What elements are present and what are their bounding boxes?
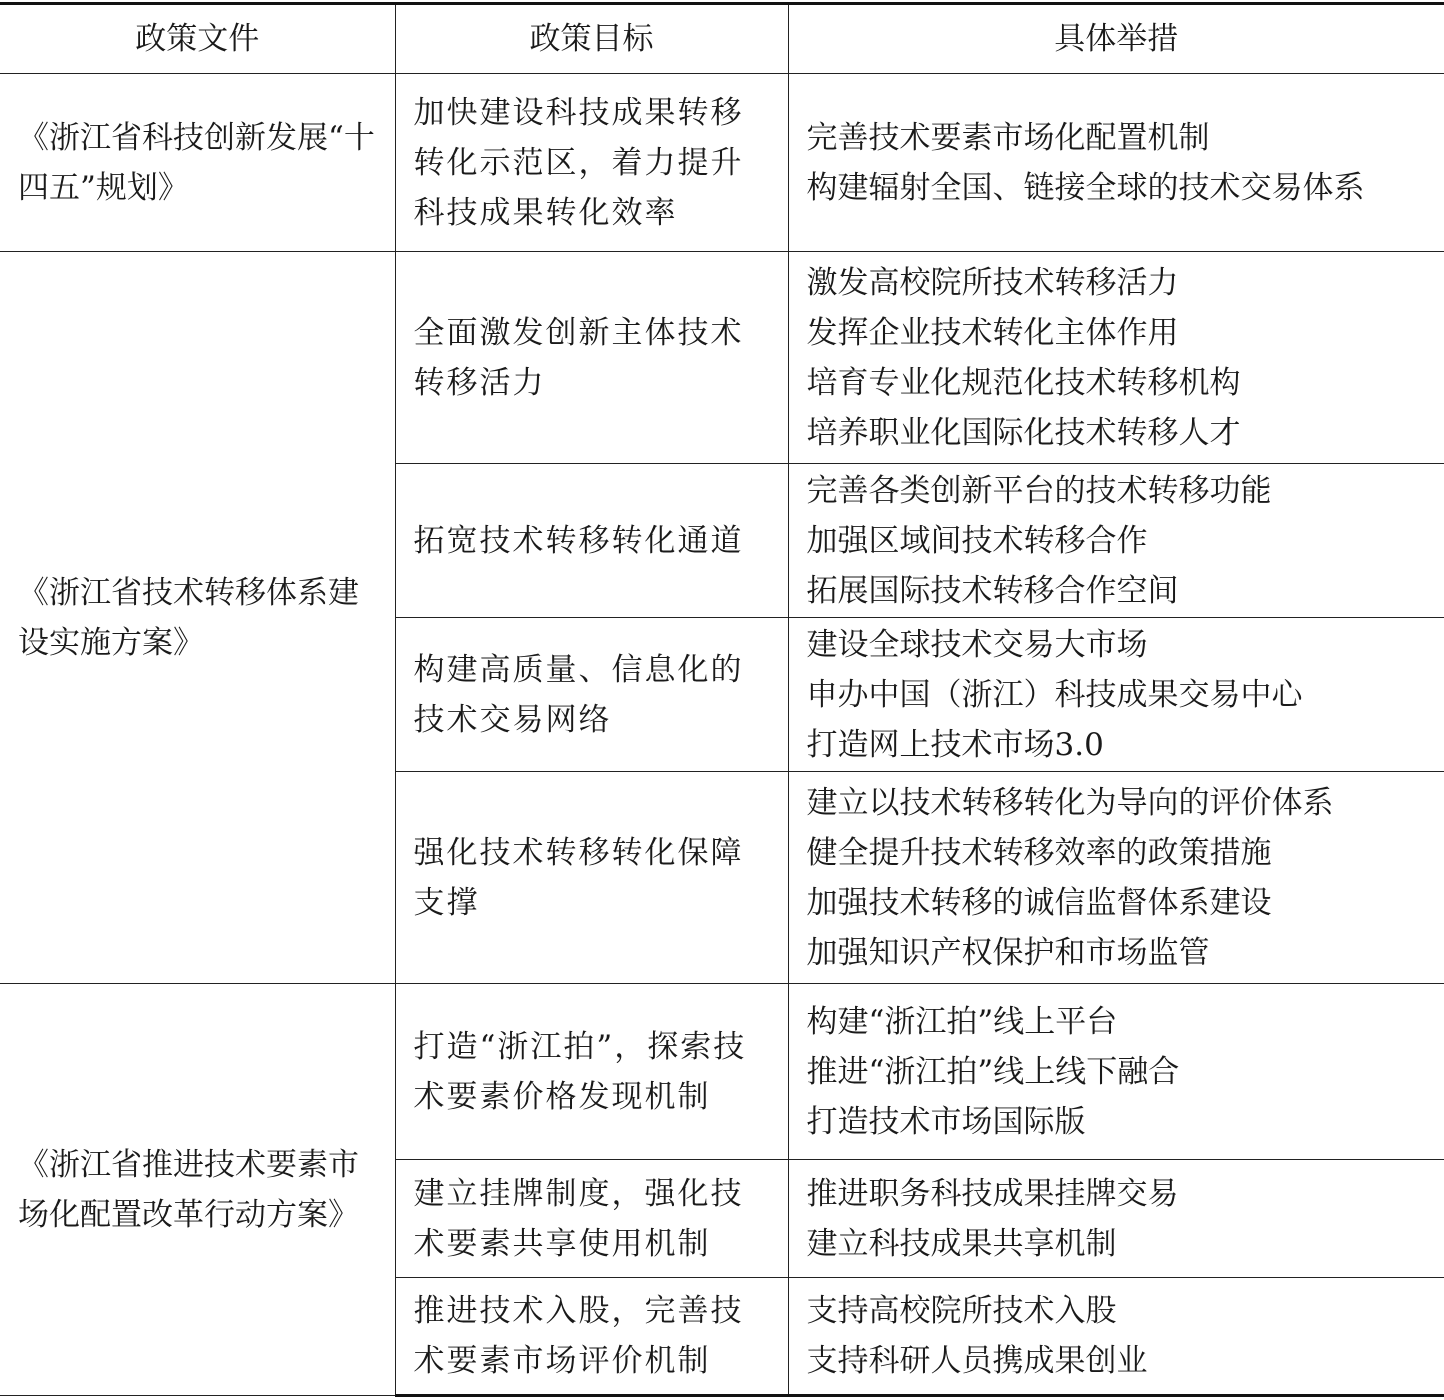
header-row bbox=[0, 4, 1444, 74]
goal-cell: 推进技术入股，完善技术要素市场评价机制 bbox=[395, 1278, 788, 1396]
measure-item: 建设全球技术交易大市场 bbox=[806, 626, 1148, 663]
measure-item: 建立以技术转移转化为导向的评价体系 bbox=[806, 784, 1334, 821]
measure-item: 支持高校院所技术入股 bbox=[806, 1293, 1117, 1329]
measure-item: 申办中国（浙江）科技成果交易中心 bbox=[806, 676, 1303, 713]
measure-item: 支持科研人员携成果创业 bbox=[806, 1343, 1148, 1379]
policy-table bbox=[0, 2, 1444, 1397]
header-goal: 政策目标 bbox=[395, 4, 788, 74]
measure-item: 构建“浙江拍”线上平台 bbox=[806, 1003, 1118, 1040]
goal-cell: 打造“浙江拍”，探索技术要素价格发现机制 bbox=[395, 984, 788, 1160]
goal-cell: 全面激发创新主体技术转移活力 bbox=[395, 252, 788, 464]
measure-item: 发挥企业技术转化主体作用 bbox=[806, 314, 1179, 351]
measure-item: 加强技术转移的诚信监督体系建设 bbox=[806, 884, 1272, 921]
measure-item: 打造技术市场国际版 bbox=[806, 1103, 1086, 1140]
measure-item: 培养职业化国际化技术转移人才 bbox=[806, 414, 1241, 451]
goal-cell: 强化技术转移转化保障支撑 bbox=[395, 772, 788, 984]
measures-cell bbox=[788, 618, 1444, 772]
measure-item: 打造网上技术市场3.0 bbox=[806, 726, 1104, 763]
measure-item: 完善各类创新平台的技术转移功能 bbox=[806, 472, 1272, 509]
header-document: 政策文件 bbox=[0, 4, 395, 74]
measure-item: 加强知识产权保护和市场监管 bbox=[806, 934, 1210, 971]
measures-cell bbox=[788, 252, 1444, 464]
measure-item: 培育专业化规范化技术转移机构 bbox=[806, 364, 1241, 401]
measures-cell bbox=[788, 464, 1444, 618]
measure-item: 推进“浙江拍”线上线下融合 bbox=[806, 1053, 1180, 1090]
goal-cell: 建立挂牌制度，强化技术要素共享使用机制 bbox=[395, 1160, 788, 1278]
goal-cell: 构建高质量、信息化的技术交易网络 bbox=[395, 618, 788, 772]
measure-item: 拓展国际技术转移合作空间 bbox=[806, 572, 1179, 609]
document-cell: 《浙江省推进技术要素市场化配置改革行动方案》 bbox=[0, 984, 395, 1396]
measure-item: 激发高校院所技术转移活力 bbox=[806, 264, 1179, 301]
goal-cell: 拓宽技术转移转化通道 bbox=[395, 464, 788, 618]
table-row bbox=[0, 252, 1444, 464]
table-row bbox=[0, 984, 1444, 1160]
measure-item: 健全提升技术转移效率的政策措施 bbox=[806, 834, 1272, 871]
measures-cell bbox=[788, 74, 1444, 252]
measure-item: 推进职务科技成果挂牌交易 bbox=[806, 1175, 1179, 1212]
measure-item: 加强区域间技术转移合作 bbox=[806, 522, 1148, 559]
document-cell: 《浙江省科技创新发展“十四五”规划》 bbox=[0, 74, 395, 252]
measures-cell bbox=[788, 984, 1444, 1160]
goal-cell: 加快建设科技成果转移转化示范区，着力提升科技成果转化效率 bbox=[395, 74, 788, 252]
measures-cell bbox=[788, 1278, 1444, 1396]
measure-item: 完善技术要素市场化配置机制 bbox=[806, 119, 1210, 156]
measure-item: 建立科技成果共享机制 bbox=[806, 1225, 1117, 1262]
document-cell: 《浙江省技术转移体系建设实施方案》 bbox=[0, 252, 395, 984]
header-measures: 具体举措 bbox=[788, 4, 1444, 74]
measures-cell bbox=[788, 772, 1444, 984]
table-row bbox=[0, 74, 1444, 252]
measures-cell bbox=[788, 1160, 1444, 1278]
measure-item: 构建辐射全国、链接全球的技术交易体系 bbox=[806, 169, 1365, 206]
